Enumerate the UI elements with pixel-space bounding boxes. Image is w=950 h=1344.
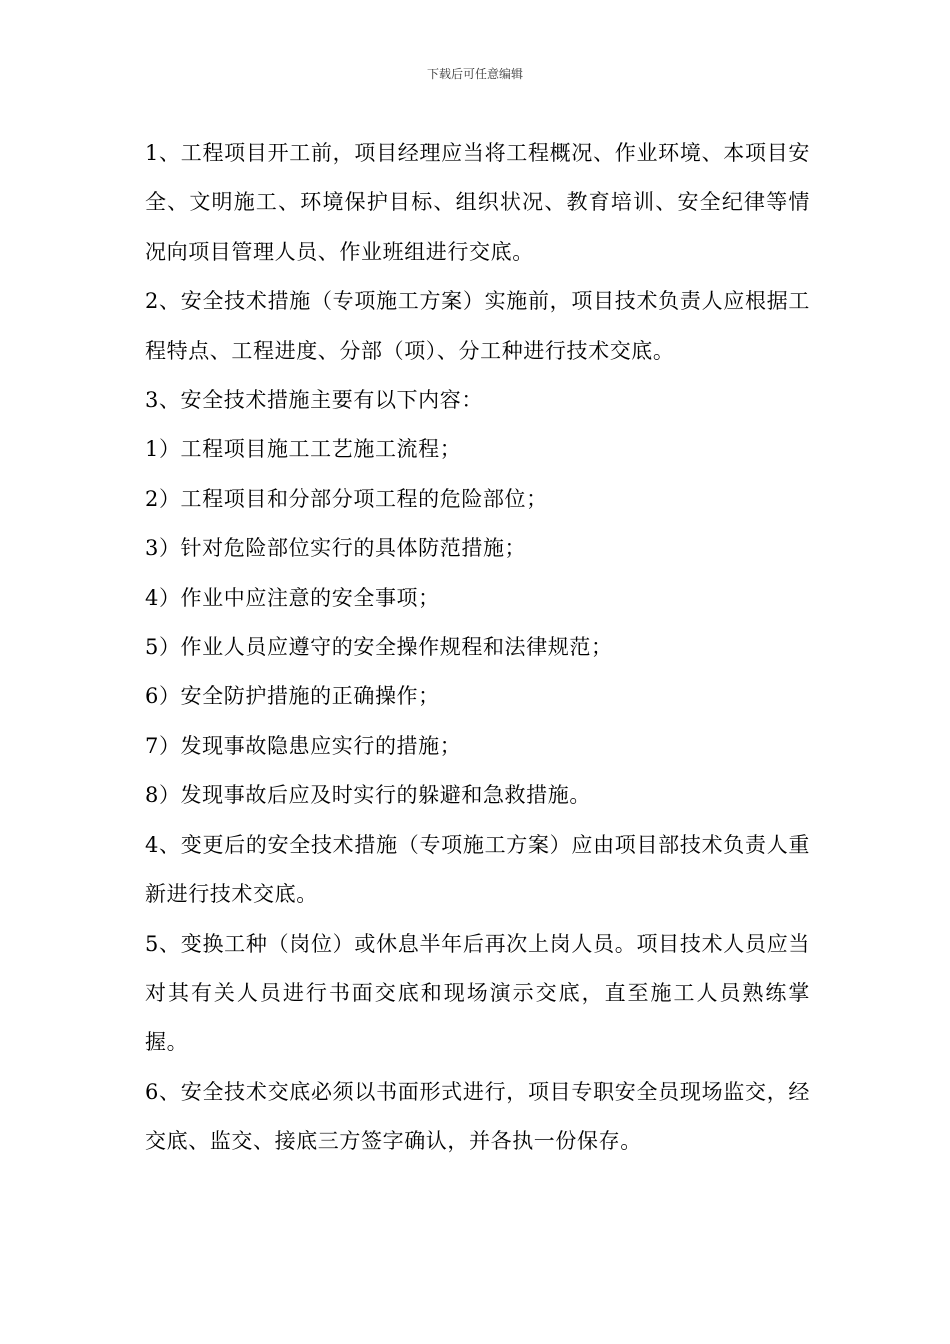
list-item-6: 6）安全防护措施的正确操作； — [145, 684, 440, 709]
paragraph-5: 5、变换工种（岗位）或休息半年后再次上岗人员。项目技术人员应当对其有关人员进行书面交底和现场演示交底，直至施工人员熟练掌握。 — [145, 931, 810, 1055]
document-body — [145, 129, 810, 1167]
paragraph-6: 6、安全技术交底必须以书面形式进行，项目专职安全员现场监交，经交底、监交、接底三方签字确认，并各执一份保存。 — [145, 1079, 810, 1154]
list-item-2: 2）工程项目和分部分项工程的危险部位； — [145, 486, 548, 511]
paragraph-3: 3、安全技术措施主要有以下内容： — [145, 388, 483, 413]
list-item-8: 8）发现事故后应及时实行的躲避和急救措施。 — [145, 783, 591, 808]
paragraph-4: 4、变更后的安全技术措施（专项施工方案）应由项目部技术负责人重新进行技术交底。 — [145, 832, 810, 907]
paragraph-1: 1、工程项目开工前，项目经理应当将工程概况、作业环境、本项目安全、文明施工、环境保护目标、组织状况、教育培训、安全纪律等情况向项目管理人员、作业班组进行交底。 — [145, 141, 810, 264]
paragraph-2: 2、安全技术措施（专项施工方案）实施前，项目技术负责人应根据工程特点、工程进度、分部（项）、分工种进行技术交底。 — [145, 289, 810, 363]
list-item-4: 4）作业中应注意的安全事项； — [145, 585, 440, 610]
list-item-5: 5）作业人员应遵守的安全操作规程和法律规范； — [145, 635, 613, 660]
list-item-7: 7）发现事故隐患应实行的措施； — [145, 733, 462, 758]
page-header-note: 下载后可任意编辑 — [426, 67, 523, 81]
list-item-3: 3）针对危险部位实行的具体防范措施； — [145, 536, 527, 561]
list-item-1: 1）工程项目施工工艺施工流程； — [145, 437, 462, 462]
